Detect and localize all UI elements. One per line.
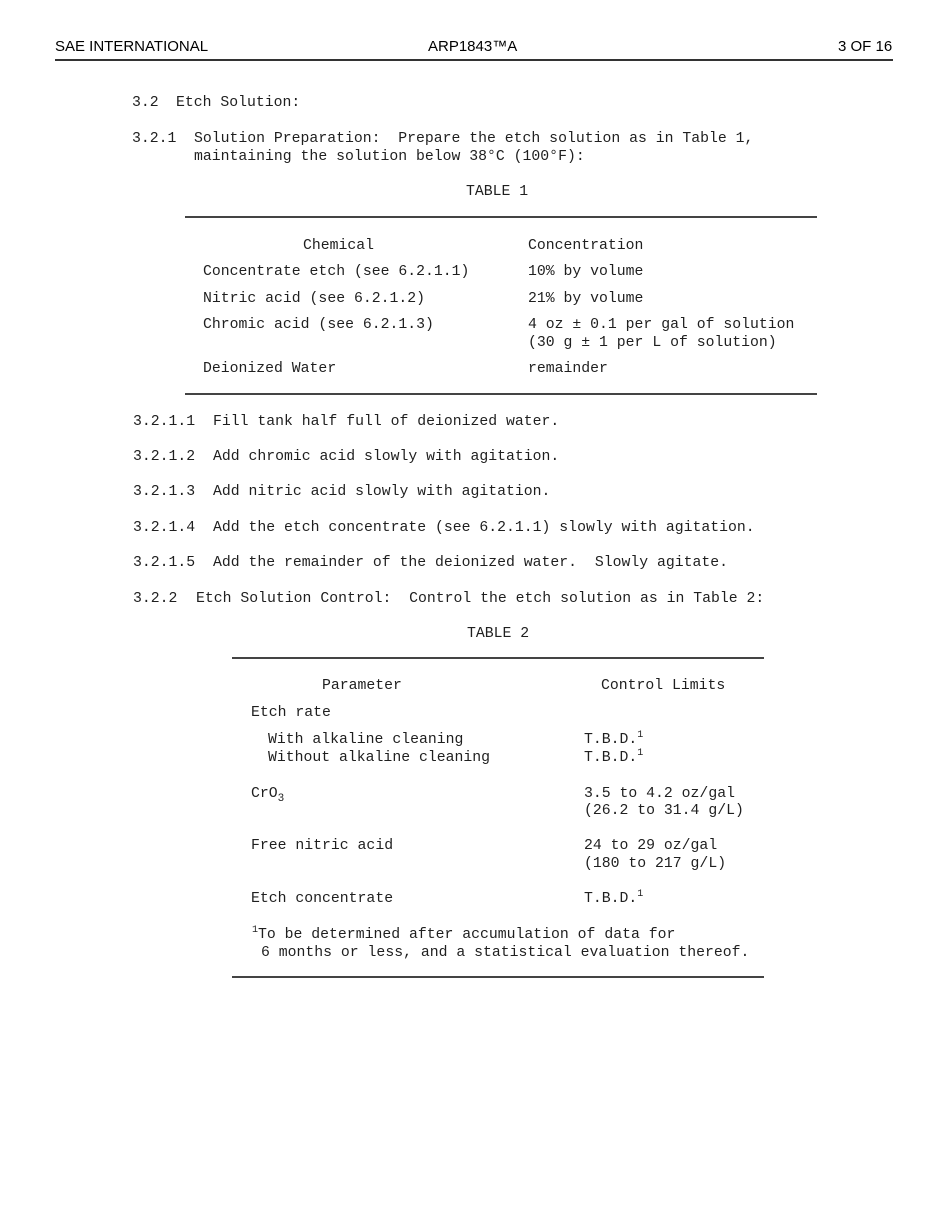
table2-title: TABLE 2 xyxy=(467,626,530,642)
table1-header-chemical: Chemical xyxy=(303,238,375,254)
paragraph-line: maintaining the solution below 38°C (100°F): xyxy=(194,149,585,165)
table2-footnote: 6 months or less, and a statistical evaluation thereof. xyxy=(261,945,750,961)
tbd-text: T.B.D. xyxy=(584,750,638,766)
step-num: 3.2.1.3 xyxy=(133,484,196,500)
table1-header-concentration: Concentration xyxy=(528,238,644,254)
step-text: Add the etch concentrate (see 6.2.1.1) slowly with agitation. xyxy=(213,520,755,536)
step-num: 3.2.1.2 xyxy=(133,449,196,465)
table2-cell: (26.2 to 31.4 g/L) xyxy=(584,803,744,819)
header-doc-id: ARP1843™A xyxy=(428,38,518,55)
table1-top-rule xyxy=(185,216,817,218)
table1-cell: 21% by volume xyxy=(528,291,644,307)
table1-cell: Chromic acid (see 6.2.1.3) xyxy=(203,317,434,333)
paragraph-line: Etch Solution Control: Control the etch solution as in Table 2: xyxy=(196,591,765,607)
section-num: 3.2.2 xyxy=(133,591,178,607)
step-text: Fill tank half full of deionized water. xyxy=(213,414,560,430)
table2-cell: 3.5 to 4.2 oz/gal xyxy=(584,786,735,802)
table1-cell: (30 g ± 1 per L of solution) xyxy=(528,335,777,351)
table2-header-limits: Control Limits xyxy=(601,678,726,694)
table2-cell: (180 to 217 g/L) xyxy=(584,856,727,872)
table2-cell xyxy=(584,890,643,908)
header-divider xyxy=(55,59,893,61)
cro3-subscript: 3 xyxy=(277,793,285,805)
table1-cell: Deionized Water xyxy=(203,361,337,377)
table1-bottom-rule xyxy=(185,393,817,395)
table2-cell xyxy=(584,731,643,749)
table2-cell: Free nitric acid xyxy=(251,838,394,854)
table1-cell: 4 oz ± 0.1 per gal of solution xyxy=(528,317,795,333)
footnote-mark: 1 xyxy=(637,730,644,741)
table2-cell xyxy=(251,785,284,803)
footnote-mark: 1 xyxy=(637,748,644,759)
table2-cell: Etch concentrate xyxy=(251,891,394,907)
table2-bottom-rule xyxy=(232,976,764,978)
cro3-text: CrO xyxy=(251,786,278,802)
table2-header-parameter: Parameter xyxy=(322,678,402,694)
step-num: 3.2.1.1 xyxy=(133,414,196,430)
table1-cell: Nitric acid (see 6.2.1.2) xyxy=(203,291,425,307)
table1-cell: Concentrate etch (see 6.2.1.1) xyxy=(203,264,470,280)
footnote-line: To be determined after accumulation of data for xyxy=(258,927,676,943)
table2-cell: With alkaline cleaning xyxy=(268,732,464,748)
step-text: Add chromic acid slowly with agitation. xyxy=(213,449,560,465)
header-org: SAE INTERNATIONAL xyxy=(55,38,209,55)
section-num: 3.2.1 xyxy=(132,131,177,147)
table1-title: TABLE 1 xyxy=(466,184,529,200)
header-page: 3 OF 16 xyxy=(838,38,893,55)
tbd-text: T.B.D. xyxy=(584,891,638,907)
table2-footnote xyxy=(252,926,675,944)
table2-cell: Etch rate xyxy=(251,705,331,721)
step-num: 3.2.1.4 xyxy=(133,520,196,536)
step-text: Add nitric acid slowly with agitation. xyxy=(213,484,551,500)
table1-cell: 10% by volume xyxy=(528,264,644,280)
step-num: 3.2.1.5 xyxy=(133,555,196,571)
table2-cell: Without alkaline cleaning xyxy=(268,750,490,766)
paragraph-line: Solution Preparation: Prepare the etch solution as in Table 1, xyxy=(194,131,754,147)
table2-cell: 24 to 29 oz/gal xyxy=(584,838,718,854)
table2-cell xyxy=(584,749,643,767)
tbd-text: T.B.D. xyxy=(584,732,638,748)
footnote-mark: 1 xyxy=(252,925,259,936)
section-num: 3.2 xyxy=(132,95,159,111)
footnote-mark: 1 xyxy=(637,889,644,900)
step-text: Add the remainder of the deionized water. Slowly agitate. xyxy=(213,555,729,571)
table1-cell: remainder xyxy=(528,361,608,377)
section-title: Etch Solution: xyxy=(176,95,301,111)
table2-top-rule xyxy=(232,657,764,659)
